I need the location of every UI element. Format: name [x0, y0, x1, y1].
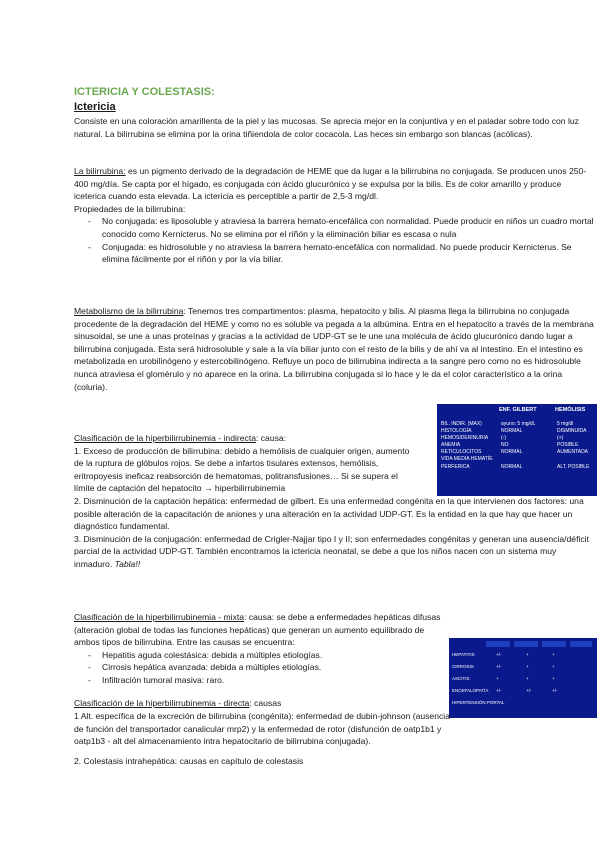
- table-cell: PERFERICA: [441, 464, 470, 470]
- table-cell: NORMAL: [501, 464, 523, 470]
- mixta-block: [74, 611, 444, 687]
- table-cell: +: [552, 652, 555, 657]
- table-cell: VIDA MEDIA HEMATÍE: [441, 456, 493, 462]
- table-header-cell: [486, 641, 510, 647]
- indirecta-item-2: 2. Disminución de la captación hepática: enfermedad de gilbert. Es una enfermedad congénita en la que intervienen dos factores: una posible alteración de la capacitación de aniones y una alteración en la actividad UDP-GT. Es la entidad en la que hay que hacer un diagnóstico fundamental.: [74, 495, 584, 532]
- table-cell: POSIBLE: [557, 442, 579, 448]
- propiedades-title: Propiedades de la bilirrubina:: [74, 203, 186, 214]
- propiedades-list: [74, 215, 594, 265]
- bilirrubina-label: La bilirrubina:: [74, 166, 126, 176]
- table-cell: ASCITIS: [452, 676, 470, 681]
- indirecta-label-suffix: : causa:: [255, 433, 287, 443]
- table-cell: NORMAL: [501, 428, 523, 434]
- list-item: - Hepatitis aguda colestásica: debida a múltiples etiologías.: [74, 649, 444, 662]
- table-header-gilbert: ENF. GILBERT: [499, 407, 537, 413]
- mixta-list: [74, 649, 444, 687]
- directa-label: Clasificación de la hiperbilirrubinemia - directa: [74, 698, 250, 708]
- table-cell: HISTOLOGÍA: [441, 428, 472, 434]
- mixta-body: : causa: se debe a enfermedades hepáticas difusas (alteración global de todas las funciones hepáticas) que generan un aumento equilibrado de ambos tipos de bilirrubina. Entre las causas se encuentra:: [74, 612, 441, 648]
- table-cell: +: [552, 664, 555, 669]
- table-cell: +/-: [496, 652, 502, 657]
- table-cell: +: [526, 664, 529, 669]
- mixta-table: [449, 638, 597, 718]
- table-cell: +/-: [552, 688, 558, 693]
- metabolismo-paragraph: [74, 305, 594, 393]
- indirecta-item-3-text: 3. Disminución de la conjugación: enfermedad de Crigler-Najjar tipo I y II; son enfermedades congénitas y generan una ausencia/déficit parcial de la actividad UDP-GT. También encontramos la ictericia neonatal, se debe a que los niños nacen con un sistema muy inmaduro.: [74, 533, 589, 569]
- table-cell: HIPERTENSIÓN PORTAL: [452, 700, 505, 705]
- table-cell: (-): [501, 435, 506, 441]
- table-cell: ENCEFALOPATÍA: [452, 688, 489, 693]
- table-cell: ALT. POSIBLE: [557, 464, 590, 470]
- indirecta-item-1: 1. Exceso de producción de bilirrubina: debido a hemólisis de cualquier origen, aumento de la ruptura de glóbulos rojos. Se debe a infartos tisulares extensos, hemólisis, eritropoyesis ineficaz reabsorción de hematomas, politransfusiones… Si se supera el límite de captación del hepatocito → hiperbilirrubinemia: [74, 445, 410, 494]
- table-cell: CIRROSIS: [452, 664, 474, 669]
- gilbert-hemolisis-table: [437, 404, 597, 496]
- metabolismo-label: Metabolismo de la bilirrubina: [74, 306, 184, 316]
- directa-item-1: 1 Alt. específica de la excreción de bilirrubina (congénita): enfermedad de dubin-johnson (ausencia de función del transportador canalicular mrp2) y la enfermedad de rotor (disfunción de oatp1b1 y oatp1b3 - alt del almacenamiento intra hepatocitario de bilirrubina conjugada).: [74, 711, 450, 747]
- table-header-cell: [542, 641, 566, 647]
- table-cell: +: [526, 652, 529, 657]
- table-cell: HEMOSIDERINURIA: [441, 435, 489, 441]
- table-cell: +/-: [526, 688, 532, 693]
- table-header-cell: [514, 641, 538, 647]
- table-cell: +/-: [496, 664, 502, 669]
- table-cell: AUMENTADA: [557, 449, 589, 455]
- bilirrubina-block: [74, 165, 594, 266]
- bilirrubina-paragraph: [74, 165, 594, 203]
- section-heading-ictericia: Ictericia: [74, 101, 116, 113]
- list-item: - No conjugada: es liposoluble y atraviesa la barrera hemato-encefálica con normalidad. Puede producir en niños un cuadro mortal conocido como Kernicterus. No se elimina por el riñón y la eliminación biliar es escasa o nula: [74, 215, 594, 240]
- mixta-label: Clasificación de la hiperbilirrubinemia - mixta: [74, 612, 245, 622]
- table-cell: BIL. INDIR. (MAX): [441, 421, 482, 427]
- metabolismo-body: : Tenemos tres compartimentos: plasma, hepatocito y bilis. Al plasma llega la bilirrubina no conjugada procedente de la degradación del HEME y como no es soluble va pegada a la albúmina. Entra en el hepatocito a través de la membrana sinusoidal, se une a unas proteínas y gracias a la actividad de UDP-GT se le une una molécula de ácido glucurónico dando lugar a bilirrubina conjugada. Esta será hidrosoluble y sale a la vía biliar junto con el resto de la bilis y de ahí va al intestino. En el intestino es metabolizada en urobilinógeno y estercobilinógeno. Refluye un poco de bilirrubina indirecta a la sangre pero como no es hidrosoluble nunca atraviesa el glomérulo y no aparece en la orina. La bilirrubina conjugada si lo hace y le da el color característico a la orina (coluria).: [74, 306, 594, 392]
- directa-block: [74, 697, 434, 710]
- mixta-paragraph: [74, 611, 444, 649]
- table-cell: ANEMIA: [441, 442, 461, 448]
- list-item: - Conjugada: es hidrosoluble y no atraviesa la barrera hemato-encefálica con normalidad. No puede producir Kernicterus. Se elimina fácilmente por el riñón y por la vía biliar.: [74, 241, 594, 266]
- table-header-hemolisis: HEMÓLISIS: [555, 407, 586, 413]
- table-cell: NO: [501, 442, 509, 448]
- table-cell: DISMINUIDA: [557, 428, 587, 434]
- list-item: - Cirrosis hepática avanzada: debida a múltiples etiologías.: [74, 661, 444, 674]
- table-cell: RETICULOCITOS: [441, 449, 482, 455]
- indirecta-item-3: [74, 533, 594, 571]
- ictericia-body: Consiste en una coloración amarillenta de la piel y las mucosas. Se aprecia mejor en la conjuntiva y en el paladar sobre todo con luz natural. La bilirrubina se elimina por la orina tiñiendola de color cocacola. Las heces sin embargo son blancas (acólicas).: [74, 116, 579, 139]
- directa-label-suffix: : causas: [249, 698, 282, 708]
- table-cell: HEPATITIS: [452, 652, 475, 657]
- table-cell: (+): [557, 435, 564, 441]
- table-cell: +: [552, 676, 555, 681]
- page-title: ICTERICIA Y COLESTASIS:: [74, 86, 215, 98]
- indirecta-item-3-note: Tabla!!: [114, 558, 141, 569]
- table-header-cell: [570, 641, 592, 647]
- list-item: - Infiltración tumoral masiva: raro.: [74, 674, 444, 687]
- table-cell: 5 mg/dl: [557, 421, 574, 427]
- table-cell: NORMAL: [501, 449, 523, 455]
- indirecta-label: Clasificación de la hiperbilirrubinemia - indirecta: [74, 433, 256, 443]
- table-cell: +: [526, 676, 529, 681]
- directa-item-2: 2. Colestasis intrahepática: causas en capítulo de colestasis: [74, 756, 304, 766]
- table-cell: +: [496, 676, 499, 681]
- table-cell: +/-: [496, 688, 502, 693]
- table-cell: ayuno: 5 mg/dL: [501, 421, 536, 427]
- bilirrubina-body: es un pigmento derivado de la degradación de HEME que da lugar a la bilirrubina no conjugada. Se producen unos 250-400 mg/día. Se capta por el hígado, es conjugada con ácido glucurónico y se expulsa por la bilis. Es de color amarillo y produce iceterica cuando esta elevada. La ictericia es perceptible a partir de 2,5-3 mg/dl.: [74, 166, 587, 202]
- directa-heading: [74, 697, 434, 710]
